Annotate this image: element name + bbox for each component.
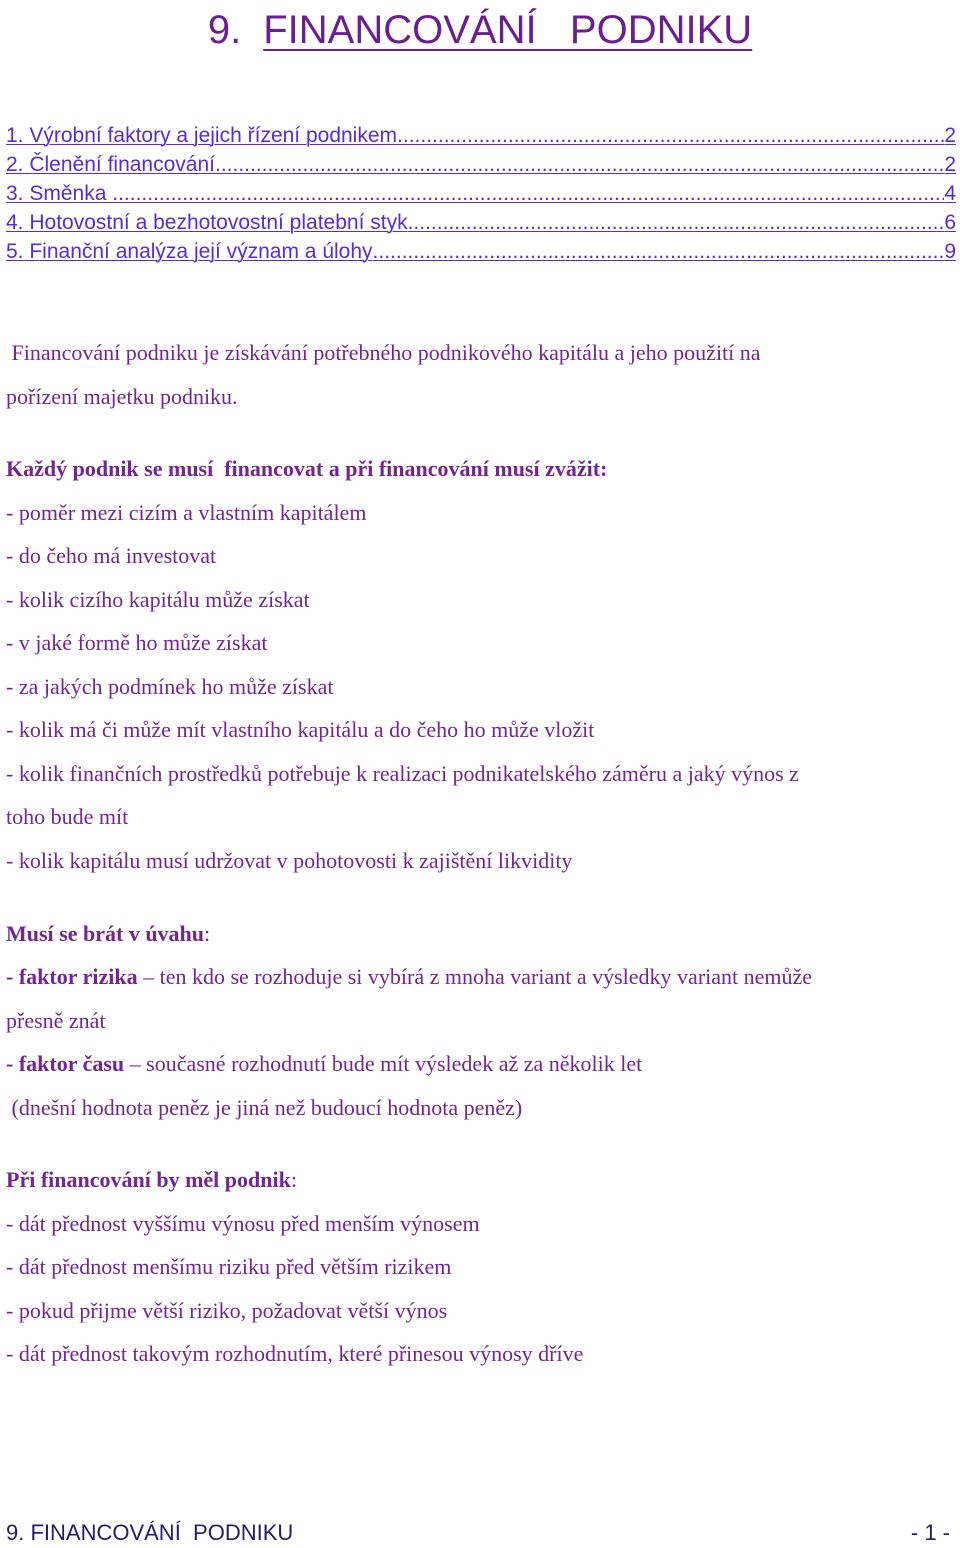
- time-factor-note: (dnešní hodnota peněz je jiná než budoucí hodnota peněz): [6, 1095, 523, 1120]
- section1-item: - kolik kapitálu musí udržovat v pohotovosti k zajištění likvidity: [6, 848, 573, 873]
- toc-entry-1[interactable]: [6, 121, 956, 150]
- toc-entry-page: 2: [944, 124, 956, 147]
- time-factor-text: – současné rozhodnutí bude mít výsledek až za několik let: [124, 1051, 643, 1076]
- section3-item: - pokud přijme větší riziko, požadovat větší výnos: [6, 1298, 448, 1323]
- section3-item: - dát přednost takovým rozhodnutím, které přinesou výnosy dříve: [6, 1341, 584, 1366]
- section1-item-continued: toho bude mít: [6, 804, 129, 829]
- toc-entry-label: 1. Výrobní faktory a jejich řízení podnikem: [6, 124, 398, 147]
- toc-entry-page: 2: [944, 153, 956, 176]
- footer-page-number: - 1 -: [910, 1520, 950, 1545]
- toc-entry-2[interactable]: [6, 150, 956, 179]
- toc-leader-dots: [408, 208, 945, 237]
- footer-chapter: 9. FINANCOVÁNÍ PODNIKU: [6, 1520, 294, 1545]
- risk-factor-term: - faktor rizika: [6, 964, 138, 989]
- toc-entry-label: 2. Členění financování: [6, 153, 215, 176]
- toc-entry-page: 4: [944, 182, 956, 205]
- risk-factor-line: [6, 964, 946, 990]
- toc-leader-dots: [215, 150, 944, 179]
- section3-colon: :: [290, 1167, 297, 1192]
- toc-entry-label: 4. Hotovostní a bezhotovostní platební styk: [6, 211, 408, 234]
- section1-item: - do čeho má investovat: [6, 543, 217, 568]
- toc-leader-dots: [397, 121, 944, 150]
- section1-item: - kolik cizího kapitálu může získat: [6, 587, 310, 612]
- section2-heading: Musí se brát v úvahu: [6, 921, 205, 946]
- section1-item: - kolik má či může mít vlastního kapitálu a do čeho ho může vložit: [6, 717, 595, 742]
- chapter-title-text: FINANCOVÁNÍ PODNIKU: [263, 8, 753, 52]
- section1-item: - kolik finančních prostředků potřebuje k realizaci podnikatelského záměru a jaký výnos z: [6, 761, 799, 786]
- toc-entry-page: 6: [944, 211, 956, 234]
- chapter-number: 9.: [207, 8, 242, 52]
- toc-entry-5[interactable]: [6, 237, 956, 266]
- intro-line-1: Financování podniku je získávání potřebného podnikového kapitálu a jeho použití na: [6, 340, 761, 365]
- risk-factor-text: – ten kdo se rozhoduje si vybírá z mnoha variant a výsledky variant nemůže: [137, 964, 813, 989]
- section2-colon: :: [204, 921, 211, 946]
- toc-entry-label: 3. Směnka: [6, 182, 113, 205]
- section1-item: - poměr mezi cizím a vlastním kapitálem: [6, 500, 367, 525]
- section1-heading: Každý podnik se musí financovat a při financování musí zvážit:: [6, 456, 608, 481]
- time-factor-term: - faktor času: [6, 1051, 125, 1076]
- section3-heading-line: [6, 1167, 946, 1193]
- section1-item: - v jaké formě ho může získat: [6, 630, 268, 655]
- section3-item: - dát přednost vyššímu výnosu před menším výnosem: [6, 1211, 480, 1236]
- toc-leader-dots: [112, 179, 944, 208]
- toc-leader-dots: [373, 237, 945, 266]
- toc-entry-3[interactable]: [6, 179, 956, 208]
- chapter-title: [0, 4, 960, 56]
- section2-heading-line: [6, 921, 946, 947]
- time-factor-line: [6, 1051, 946, 1077]
- section3-item: - dát přednost menšímu riziku před větším rizikem: [6, 1254, 452, 1279]
- section1-item: - za jakých podmínek ho může získat: [6, 674, 334, 699]
- section3-heading: Při financování by měl podnik: [6, 1167, 291, 1192]
- risk-factor-continued: přesně znát: [6, 1008, 106, 1033]
- intro-line-2: pořízení majetku podniku.: [6, 384, 238, 409]
- toc-entry-4[interactable]: [6, 208, 956, 237]
- toc-entry-label: 5. Finanční analýza její význam a úlohy: [6, 240, 373, 263]
- toc-entry-page: 9: [944, 240, 956, 263]
- table-of-contents: [6, 121, 956, 266]
